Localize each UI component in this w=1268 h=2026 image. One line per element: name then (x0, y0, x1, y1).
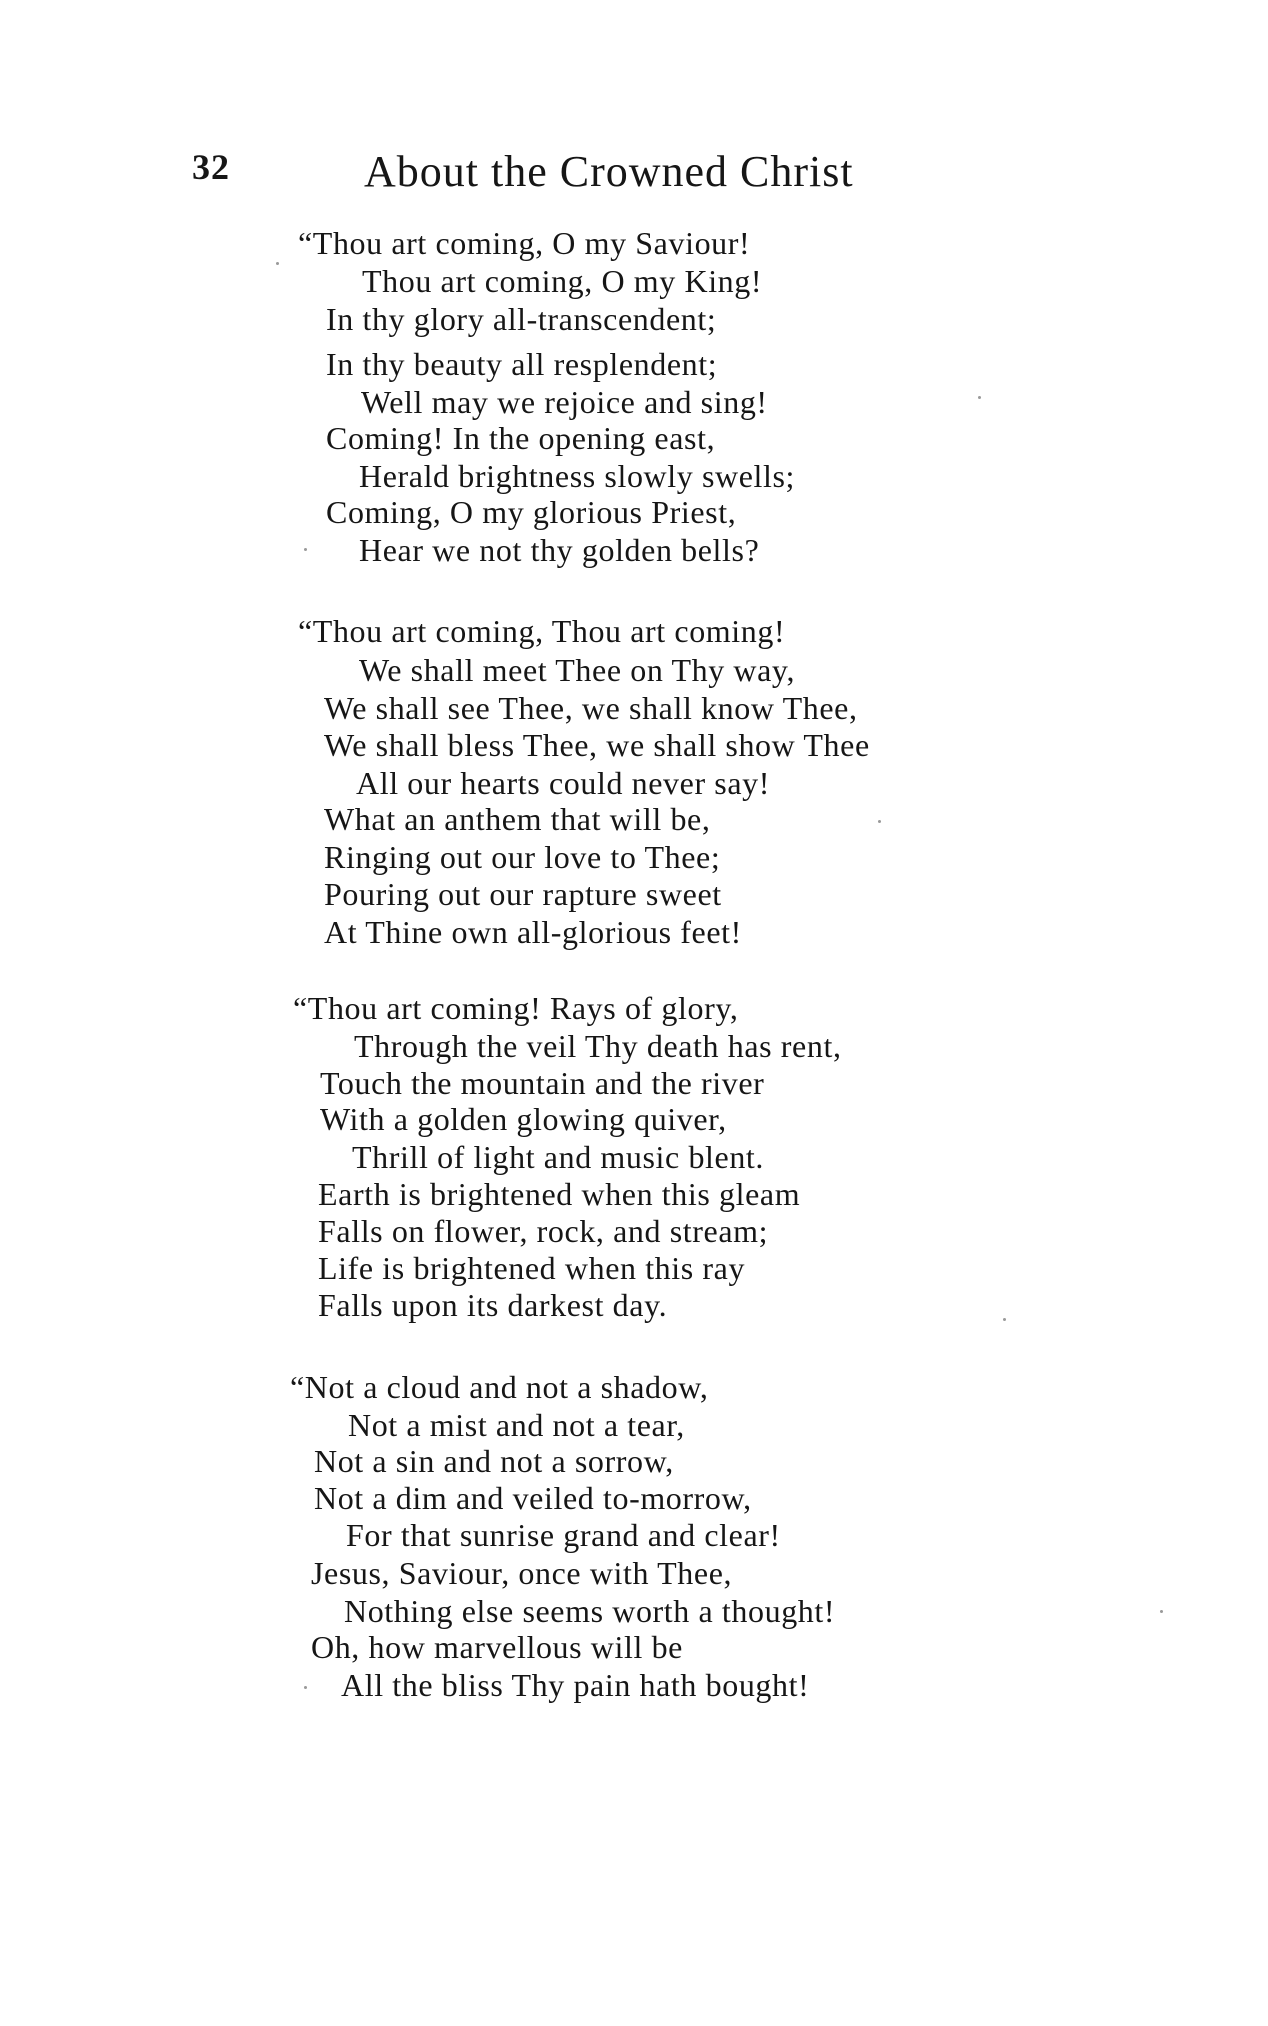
paper-speck (304, 548, 307, 551)
poem-line: Not a sin and not a sorrow, (314, 1443, 674, 1479)
page-number: 32 (192, 147, 230, 187)
poem-line: “Thou art coming, O my Saviour! (298, 225, 751, 261)
poem-line: Not a mist and not a tear, (348, 1407, 685, 1443)
poem-line: Not a dim and veiled to-morrow, (314, 1480, 752, 1516)
poem-line: Jesus, Saviour, once with Thee, (311, 1555, 733, 1591)
running-title: About the Crowned Christ (364, 147, 854, 196)
poem-line: What an anthem that will be, (324, 801, 711, 837)
poem-line: All our hearts could never say! (356, 765, 771, 801)
paper-speck (276, 262, 279, 265)
poem-line: We shall meet Thee on Thy way, (359, 652, 796, 688)
poem-line: Falls upon its darkest day. (318, 1287, 668, 1323)
poem-line: “Thou art coming, Thou art coming! (298, 613, 786, 649)
poem-line: Hear we not thy golden bells? (359, 532, 760, 568)
poem-line: We shall bless Thee, we shall show Thee (324, 727, 870, 763)
poem-line: Pouring out our rapture sweet (324, 876, 722, 912)
poem-line: Coming, O my glorious Priest, (326, 494, 737, 530)
paper-speck (978, 396, 981, 399)
paper-speck (304, 1686, 307, 1689)
poem-line: Coming! In the opening east, (326, 420, 716, 456)
poem-line: Through the veil Thy death has rent, (354, 1028, 842, 1064)
poem-line: Touch the mountain and the river (320, 1065, 765, 1101)
page-header (192, 146, 952, 206)
poem-line: Thrill of light and music blent. (352, 1139, 765, 1175)
poem-line: Earth is brightened when this gleam (318, 1176, 801, 1212)
poem-line: “Not a cloud and not a shadow, (290, 1369, 709, 1405)
paper-speck (878, 820, 881, 823)
poem-line: With a golden glowing quiver, (320, 1101, 727, 1137)
poem-line: Nothing else seems worth a thought! (344, 1593, 836, 1629)
poem-line: “Thou art coming! Rays of glory, (293, 990, 739, 1026)
poem-line: We shall see Thee, we shall know Thee, (324, 690, 858, 726)
poem-line: All the bliss Thy pain hath bought! (341, 1667, 810, 1703)
poem-line: At Thine own all-glorious feet! (324, 914, 742, 950)
poem-line: Herald brightness slowly swells; (359, 458, 796, 494)
poem-line: Ringing out our love to Thee; (324, 839, 721, 875)
poem-line: Life is brightened when this ray (318, 1250, 746, 1286)
poem-line: Falls on flower, rock, and stream; (318, 1213, 769, 1249)
poem-line: Oh, how marvellous will be (311, 1629, 683, 1665)
paper-speck (1160, 1610, 1163, 1613)
paper-speck (1003, 1318, 1006, 1321)
poem-line: In thy glory all-transcendent; (326, 301, 717, 337)
poem-line: In thy beauty all resplendent; (326, 346, 718, 382)
poem-line: Well may we rejoice and sing! (361, 384, 768, 420)
poem-line: For that sunrise grand and clear! (346, 1517, 781, 1553)
poem-line: Thou art coming, O my King! (362, 263, 763, 299)
